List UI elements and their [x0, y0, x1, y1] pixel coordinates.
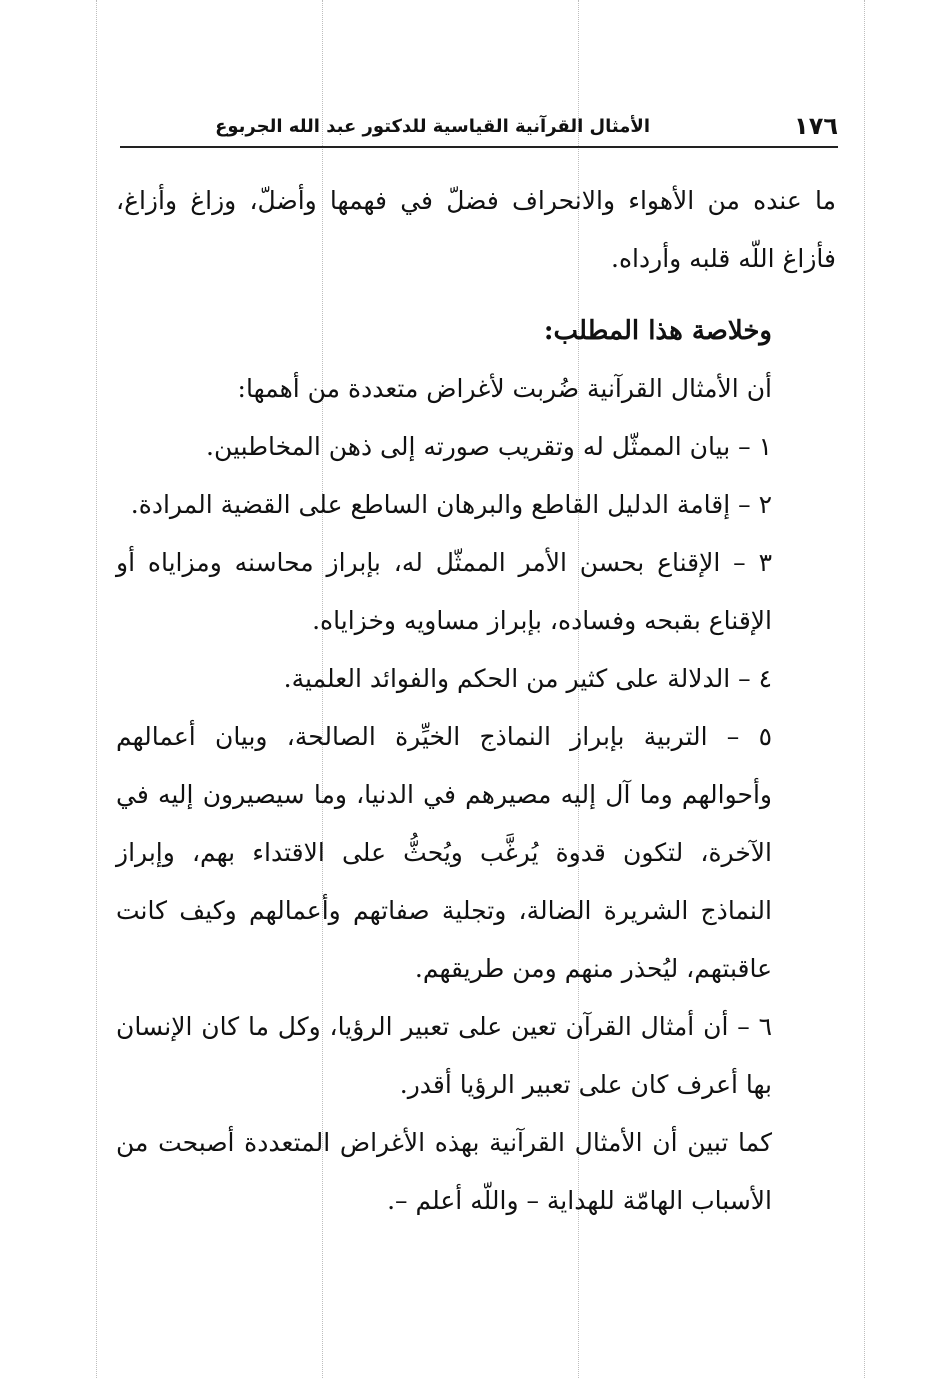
list-item: ٢ – إقامة الدليل القاطع والبرهان الساطع على القضية المرادة. — [130, 490, 772, 519]
page-header — [120, 112, 838, 146]
list-item: ٦ – أن أمثال القرآن تعين على تعبير الرؤيا، وكل ما كان الإنسان بها أعرف كان على تعبير الرؤيا أقدر. — [116, 1012, 772, 1099]
conclusion-paragraph: كما تبين أن الأمثال القرآنية بهذه الأغراض المتعددة أصبحت من الأسباب الهامّة للهداية – واللّه أعلم –. — [116, 1128, 772, 1215]
page-number: ١٧٦ — [794, 112, 838, 140]
lead-paragraph: أن الأمثال القرآنية ضُربت لأغراض متعددة من أهمها: — [237, 374, 772, 403]
scan-guide-line — [96, 0, 97, 1378]
intro-paragraph: ما عنده من الأهواء والانحراف فضلّ في فهمها وأضلّ، وزاغ وأزاغ، فأزاغ اللّه قلبه وأرداه. — [116, 186, 836, 273]
section-heading: وخلاصة هذا المطلب: — [543, 316, 772, 346]
header-rule — [120, 146, 838, 148]
list-item: ٥ – التربية بإبراز النماذج الخيِّرة الصالحة، وبيان أعمالهم وأحوالهم وما آل إليه مصيرهم في الدنيا، وما سيصيرون إليه في الآخرة، لتكون قدوة يُرغَّب ويُحثُّ على الاقتداء بهم، وإبراز النماذج الشريرة الضالة، وتجلية صفاتهم وأعمالهم وكيف كانت عاقبتهم، ليُحذر منهم ومن طريقهم. — [116, 722, 772, 983]
list-item: ٤ – الدلالة على كثير من الحكم والفوائد العلمية. — [283, 664, 772, 693]
list-item: ٣ – الإقناع بحسن الأمر الممثّل له، بإبراز محاسنه ومزاياه أو الإقناع بقبحه وفساده، بإبراز مساويه وخزاياه. — [116, 548, 772, 635]
body-text — [116, 172, 836, 1230]
running-title: الأمثال القرآنية القياسية للدكتور عبد الله الجربوع — [215, 116, 650, 137]
list-item: ١ – بيان الممثّل له وتقريب صورته إلى ذهن المخاطبين. — [206, 432, 772, 461]
scan-guide-line — [864, 0, 865, 1378]
